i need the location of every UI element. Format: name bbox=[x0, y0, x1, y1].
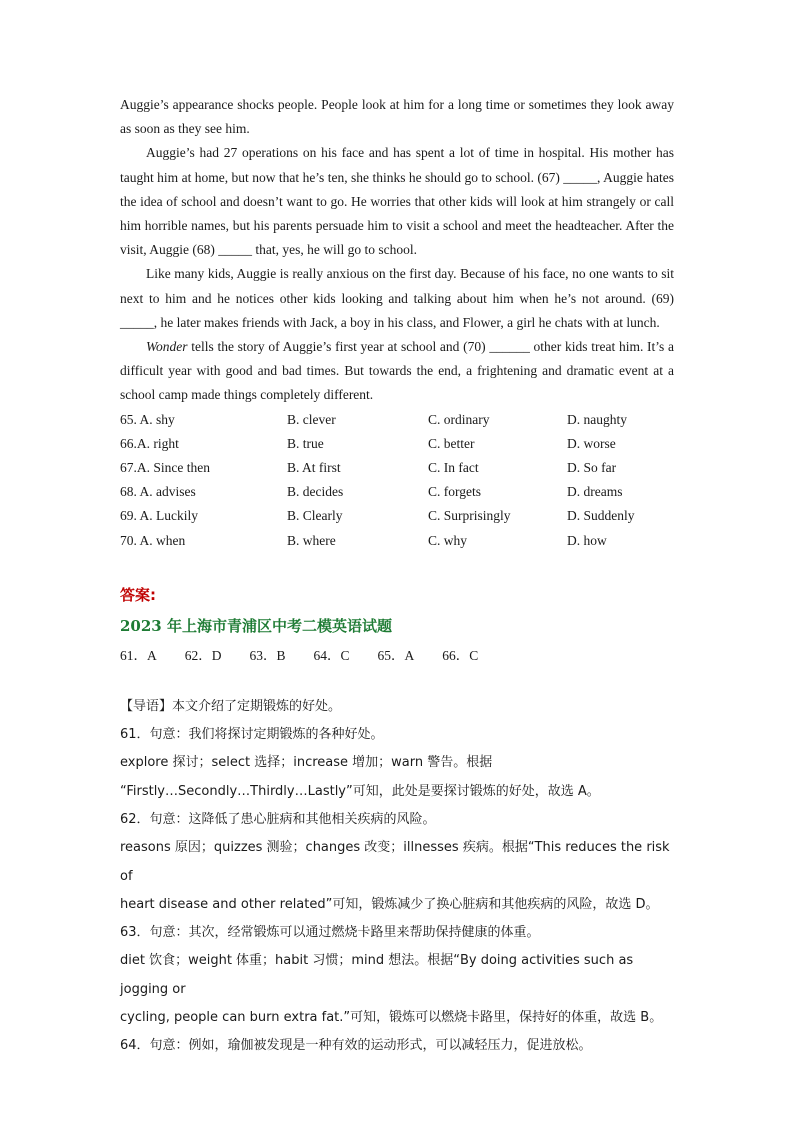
option-c: C. forgets bbox=[428, 484, 481, 500]
explanation-line: heart disease and other related”可知，锻炼减少了换心脏病和其他疾病的风险，故选 D。 bbox=[120, 896, 659, 912]
explanation-line: 61．句意：我们将探讨定期锻炼的各种好处。 bbox=[120, 727, 384, 743]
options-list bbox=[120, 408, 674, 553]
option-row bbox=[120, 504, 674, 528]
passage-paragraph-4-text: tells the story of Auggie’s first year at school and (70) ______ other kids treat him. It’s a difficult year with good and bad times. But towards the end, a frightening and dramatic event at a school camp made things completely different. bbox=[120, 339, 674, 403]
answer-key: 62．D bbox=[184, 647, 222, 663]
explanation-line: explore 探讨；select 选择；increase 增加；warn 警告。根据 bbox=[120, 755, 493, 771]
explanation-line: 63．句意：其次，经常锻炼可以通过燃烧卡路里来帮助保持健康的体重。 bbox=[120, 925, 540, 941]
option-row bbox=[120, 408, 674, 432]
option-c: C. why bbox=[428, 532, 468, 548]
answer-key: 63．B bbox=[249, 647, 286, 663]
explanation-line: 64．句意：例如，瑜伽被发现是一种有效的运动形式，可以减轻压力，促进放松。 bbox=[120, 1038, 592, 1054]
explanation-line: “Firstly…Secondly…Thirdly…Lastly”可知，此处是要探讨锻炼的好处，故选 A。 bbox=[120, 783, 600, 799]
answer-key: 64．C bbox=[313, 647, 350, 663]
option-b: B. Clearly bbox=[287, 508, 343, 524]
explanations bbox=[120, 693, 674, 1061]
passage-paragraph-2: Auggie’s had 27 operations on his face and has spent a lot of time in hospital. His mother has taught him at home, but now that he’s ten, she thinks he should go to school. (67) _____, Auggie hates the idea of school and doesn’t want to go. He worries that other kids will look at him strangely or call him horrible names, but his parents persuade him to visit a school and meet the headteacher. After the visit, Auggie (68) _____ that, yes, he will go to school. bbox=[120, 145, 674, 258]
option-row bbox=[120, 529, 674, 553]
option-row bbox=[120, 480, 674, 504]
explanation-line: 【导语】本文介绍了定期锻炼的好处。 bbox=[120, 698, 342, 714]
explanation-line: diet 饮食；weight 体重；habit 习惯；mind 想法。根据“By doing activities such as jogging or bbox=[120, 953, 634, 997]
option-c: C. better bbox=[428, 435, 475, 451]
passage-paragraph-4 bbox=[120, 335, 674, 408]
option-b: B. where bbox=[287, 532, 336, 548]
option-d: D. So far bbox=[567, 460, 617, 476]
option-row bbox=[120, 456, 674, 480]
explanation-line: reasons 原因；quizzes 测验；changes 改变；illnesses 疾病。根据“This reduces the risk of bbox=[120, 840, 670, 884]
answer-key: 61．A bbox=[120, 647, 157, 663]
option-a: 70. A. when bbox=[120, 532, 186, 548]
answer-key: 65．A bbox=[377, 647, 415, 663]
answer-title: 2023 年上海市青浦区中考二模英语试题 bbox=[120, 616, 392, 635]
option-a: 66.A. right bbox=[120, 435, 179, 451]
option-c: C. In fact bbox=[428, 460, 479, 476]
option-d: D. Suddenly bbox=[567, 508, 635, 524]
option-d: D. how bbox=[567, 532, 607, 548]
option-b: B. decides bbox=[287, 484, 344, 500]
option-row bbox=[120, 432, 674, 456]
answer-label: 答案: bbox=[120, 585, 156, 604]
explanation-line: cycling, people can burn extra fat.”可知，锻炼可以燃烧卡路里，保持好的体重，故选 B。 bbox=[120, 1010, 663, 1026]
explanation-line: 62．句意：这降低了患心脏病和其他相关疾病的风险。 bbox=[120, 811, 436, 827]
option-a: 69. A. Luckily bbox=[120, 508, 198, 524]
answer-keys bbox=[120, 645, 674, 667]
book-title: Wonder bbox=[146, 339, 188, 355]
option-c: C. ordinary bbox=[428, 411, 490, 427]
option-b: B. clever bbox=[287, 411, 336, 427]
passage-paragraph-3: Like many kids, Auggie is really anxious on the first day. Because of his face, no one wants to sit next to him and he notices other kids looking and talking about him when he’s not around. (69) _____, he later makes friends with Jack, a boy in his class, and Flower, a girl he chats with at lunch. bbox=[120, 266, 674, 330]
passage-paragraph-1: Auggie’s appearance shocks people. People look at him for a long time or sometimes they look away as soon as they see him. bbox=[120, 97, 674, 137]
option-a: 65. A. shy bbox=[120, 411, 175, 427]
option-b: B. At first bbox=[287, 460, 341, 476]
option-b: B. true bbox=[287, 435, 324, 451]
answer-key: 66．C bbox=[442, 647, 479, 663]
option-d: D. dreams bbox=[567, 484, 623, 500]
option-d: D. worse bbox=[567, 435, 616, 451]
option-a: 67.A. Since then bbox=[120, 460, 210, 476]
option-c: C. Surprisingly bbox=[428, 508, 511, 524]
option-d: D. naughty bbox=[567, 411, 627, 427]
option-a: 68. A. advises bbox=[120, 484, 196, 500]
document-page bbox=[120, 93, 674, 1061]
